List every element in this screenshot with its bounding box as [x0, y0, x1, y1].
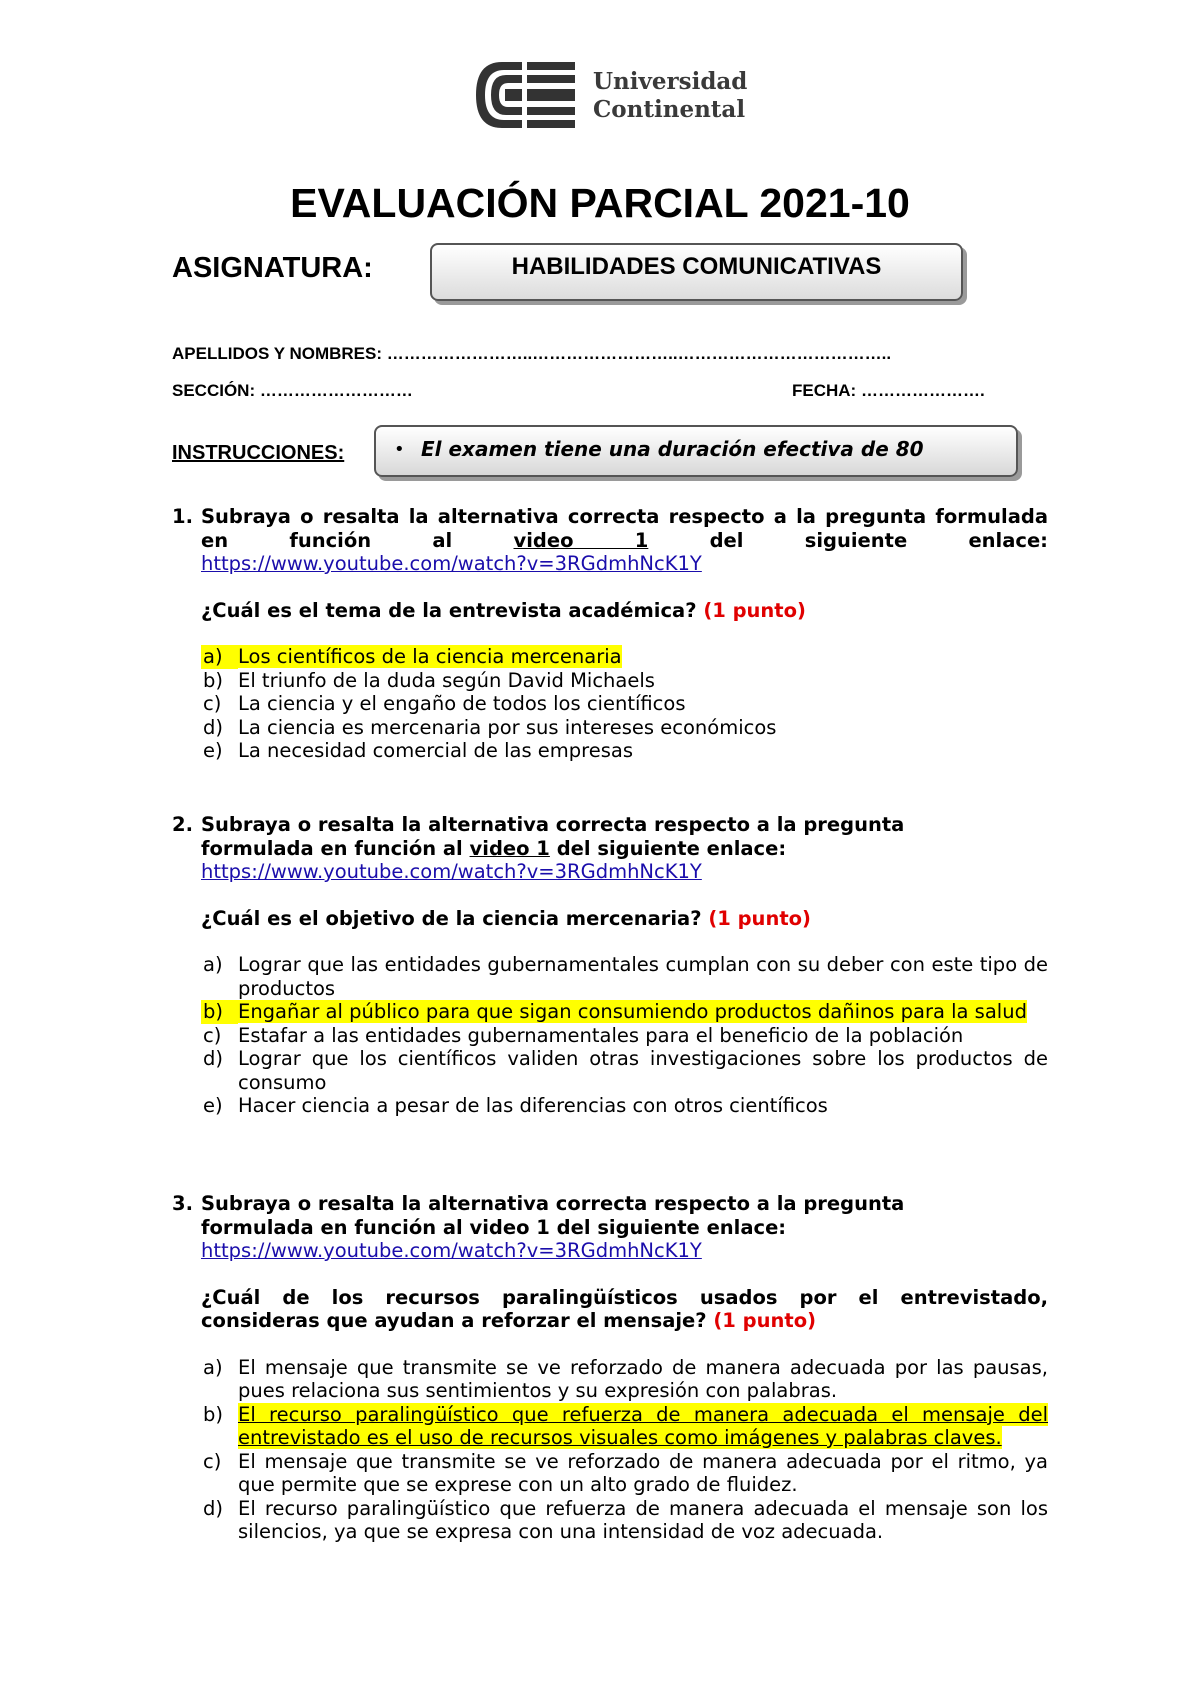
question-number: 3. — [172, 1192, 193, 1215]
page-title: EVALUACIÓN PARCIAL 2021-10 — [290, 180, 910, 226]
question-statement: Subraya o resalta la alternativa correcta respecto a la pregunta formulada en función al video 1 del siguiente enlace: — [201, 505, 1048, 552]
option-e[interactable]: e) La necesidad comercial de las empresas — [203, 739, 634, 762]
youtube-link[interactable]: https://www.youtube.com/watch?v=3RGdmhNcK1Y — [201, 860, 702, 883]
option-e[interactable]: e) Hacer ciencia a pesar de las diferencias con otros científicos — [203, 1094, 828, 1117]
question-block-3 — [172, 1192, 1048, 1544]
option-b[interactable]: b) El recurso paralingüístico que refuerza de manera adecuada el mensaje del entrevistado es el uso de recursos visuales como imágenes y palabras claves. — [203, 1402, 1048, 1449]
option-c[interactable]: c) La ciencia y el engaño de todos los científicos — [203, 692, 686, 715]
university-logo — [472, 58, 748, 132]
options-list — [201, 953, 1048, 1118]
instrucciones-text: El examen tiene una duración efectiva de 80 — [421, 437, 924, 461]
video-reference: video 1 — [513, 528, 649, 552]
fecha-field: FECHA: …………………. — [792, 381, 985, 400]
option-b[interactable]: b) Engañar al público para que sigan consumiendo productos dañinos para la salud — [203, 1000, 1027, 1023]
question-statement: Subraya o resalta la alternativa correcta respecto a la pregunta formulada en función al video 1 del siguiente enlace: — [201, 813, 905, 860]
question-text: ¿Cuál es el tema de la entrevista académica? (1 punto) — [201, 598, 806, 622]
options-list — [201, 1356, 1048, 1544]
option-a[interactable]: a) El mensaje que transmite se ve reforzado de manera adecuada por las pausas, pues relaciona sus sentimientos y su expresión con palabras. — [203, 1355, 1048, 1402]
option-a[interactable]: a) Los científicos de la ciencia mercenaria — [203, 645, 622, 668]
youtube-link[interactable]: https://www.youtube.com/watch?v=3RGdmhNcK1Y — [201, 552, 702, 575]
question-statement: Subraya o resalta la alternativa correcta respecto a la pregunta formulada en función al video 1 del siguiente enlace: — [201, 1192, 905, 1239]
question-text: ¿Cuál de los recursos paralingüísticos usados por el entrevistado, consideras que ayudan a reforzar el mensaje? (1 punto) — [201, 1285, 1048, 1332]
logo-mark-icon — [472, 58, 582, 132]
question-block-2 — [172, 813, 1048, 1118]
option-b[interactable]: b) El triunfo de la duda según David Michaels — [203, 668, 655, 692]
video-reference: video 1 — [469, 836, 550, 860]
question-block-1 — [172, 505, 1048, 763]
bullet-icon: • — [394, 439, 405, 460]
asignatura-box: HABILIDADES COMUNICATIVAS — [430, 243, 963, 301]
question-number: 1. — [172, 505, 193, 528]
logo-line-1: Universidad — [593, 68, 748, 95]
option-d[interactable]: d) La ciencia es mercenaria por sus intereses económicos — [203, 715, 777, 739]
question-number: 2. — [172, 813, 193, 836]
option-a[interactable]: a) Lograr que las entidades gubernamentales cumplan con su deber con este tipo de productos — [203, 953, 1048, 1000]
nombres-field: APELLIDOS Y NOMBRES: ……………………..……………………..……………………………….. — [172, 344, 892, 363]
youtube-link[interactable]: https://www.youtube.com/watch?v=3RGdmhNcK1Y — [201, 1239, 702, 1262]
logo-line-2: Continental — [593, 96, 746, 123]
asignatura-label: ASIGNATURA: — [172, 252, 373, 284]
option-c[interactable]: c) Estafar a las entidades gubernamentales para el beneficio de la población — [203, 1023, 964, 1047]
seccion-field: SECCIÓN: ……………………… — [172, 381, 413, 400]
options-list — [201, 645, 1048, 763]
question-text: ¿Cuál es el objetivo de la ciencia mercenaria? (1 punto) — [201, 906, 811, 930]
points-label: (1 punto) — [708, 906, 811, 930]
option-d[interactable]: d) El recurso paralingüístico que refuerza de manera adecuada el mensaje son los silencios, ya que se expresa con una intensidad de voz adecuada. — [203, 1496, 1048, 1543]
instrucciones-label: INSTRUCCIONES: — [172, 442, 345, 464]
option-d[interactable]: d) Lograr que los científicos validen otras investigaciones sobre los productos de consumo — [203, 1047, 1048, 1094]
points-label: (1 punto) — [703, 598, 806, 622]
points-label: (1 punto) — [713, 1309, 817, 1332]
instrucciones-box — [374, 425, 1018, 477]
option-c[interactable]: c) El mensaje que transmite se ve reforzado de manera adecuada por el ritmo, ya que permite que se exprese con un alto grado de fluidez. — [203, 1449, 1048, 1496]
